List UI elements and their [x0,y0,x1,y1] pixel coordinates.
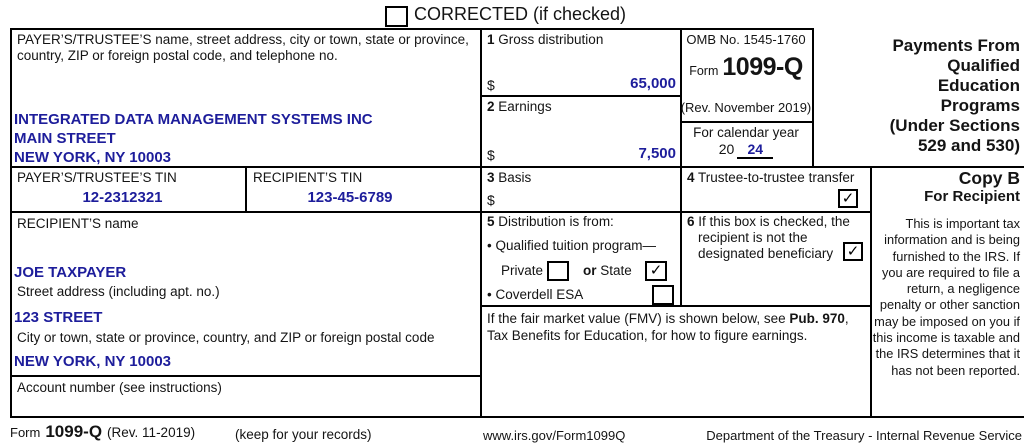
box5-or-state-label: or State [583,263,632,278]
state-checkbox[interactable]: ✓ [645,261,667,281]
border-line [10,375,482,377]
box2-dollar-sign: $ [487,147,495,163]
border-line [480,95,682,97]
box4-label: 4 Trustee-to-trustee transfer [687,170,855,185]
recipient-notice: This is important tax information and is being furnished to the IRS. If you are required to file a return, a negligence penalty or other sanction may be imposed on you if this income is taxable and the IRS determines that it has not been reported. [872,216,1020,378]
corrected-checkbox[interactable] [385,6,408,27]
payer-block-label: PAYER’S/TRUSTEE’S name, street address, city or town, state or province, country, ZIP or foreign postal code, and telephone no. [17,32,469,63]
private-checkbox[interactable] [547,261,569,281]
recipient-city-label: City or town, state or province, country, and ZIP or foreign postal code [17,330,435,345]
recipient-name-label: RECIPIENT’S name [17,216,139,231]
payer-street: MAIN STREET [14,130,116,147]
box2-value: 7,500 [638,145,676,162]
border-line [812,28,814,168]
box3-dollar-sign: $ [487,192,495,208]
border-line [10,211,872,213]
recipient-city: NEW YORK, NY 10003 [14,353,172,370]
box3-label: 3 Basis [487,170,532,185]
border-line [10,28,814,30]
footer-form-id [10,422,195,442]
recipient-street-label: Street address (including apt. no.) [17,284,220,299]
fmv-note: If the fair market value (FMV) is shown below, see Pub. 970, Tax Benefits for Education, for how to figure earnings. [487,311,849,343]
footer-irs-url[interactable]: www.irs.gov/Form1099Q [483,428,626,443]
footer-form-word: Form [10,425,41,440]
box6-label: 6 If this box is checked, the recipient is not the designated beneficiary [687,214,850,261]
payer-city: NEW YORK, NY 10003 [14,149,172,166]
footer-form-number: 1099-Q [45,422,103,441]
footer-department: Department of the Treasury - Internal Revenue Service [706,428,1022,443]
border-line [10,28,12,418]
box5-qtp-label: • Qualified tuition program— [487,238,657,253]
coverdell-checkbox[interactable] [652,285,674,305]
payer-name: INTEGRATED DATA MANAGEMENT SYSTEMS INC [14,111,373,128]
box1-value: 65,000 [630,75,676,92]
footer-keep-note: (keep for your records) [235,427,372,442]
account-number-label: Account number (see instructions) [17,380,222,395]
calendar-year-value [680,141,812,159]
box1-label: 1 Gross distribution [487,32,604,47]
trustee-transfer-checkbox[interactable]: ✓ [838,189,858,208]
form-number: 1099-Q [722,53,803,81]
year-prefix: 20 [718,141,735,157]
form-number-block [680,53,812,82]
omb-number: OMB No. 1545-1760 [686,32,806,47]
form-revision: (Rev. November 2019) [680,100,812,115]
box5-coverdell-label: • Coverdell ESA [487,287,584,302]
not-designated-beneficiary-checkbox[interactable]: ✓ [843,242,863,261]
calendar-year-label: For calendar year [693,125,799,140]
form-word: Form [689,64,719,78]
for-recipient-label: For Recipient [924,188,1020,205]
copy-b-label: Copy B [958,168,1020,188]
corrected-label: CORRECTED (if checked) [414,4,627,24]
footer-form-revision: (Rev. 11-2019) [107,425,196,440]
box2-label: 2 Earnings [487,99,552,114]
box5-label: 5 Distribution is from: [487,214,614,229]
box1-dollar-sign: $ [487,77,495,93]
form-title: Payments From Qualified Education Programs (Under Sections 529 and 530) [889,36,1020,155]
recipient-tin-label: RECIPIENT’S TIN [253,170,363,185]
recipient-street: 123 STREET [14,309,103,326]
box5-private-label: Private [501,263,544,278]
border-line [680,121,814,123]
border-line [480,305,872,307]
recipient-name: JOE TAXPAYER [14,264,127,281]
payer-tin-value: 12-2312321 [82,189,163,206]
border-line [480,28,482,417]
year-entry[interactable]: 24 [737,141,773,159]
payer-tin-label: PAYER’S/TRUSTEE’S TIN [17,170,177,185]
recipient-tin-value: 123-45-6789 [307,189,393,206]
